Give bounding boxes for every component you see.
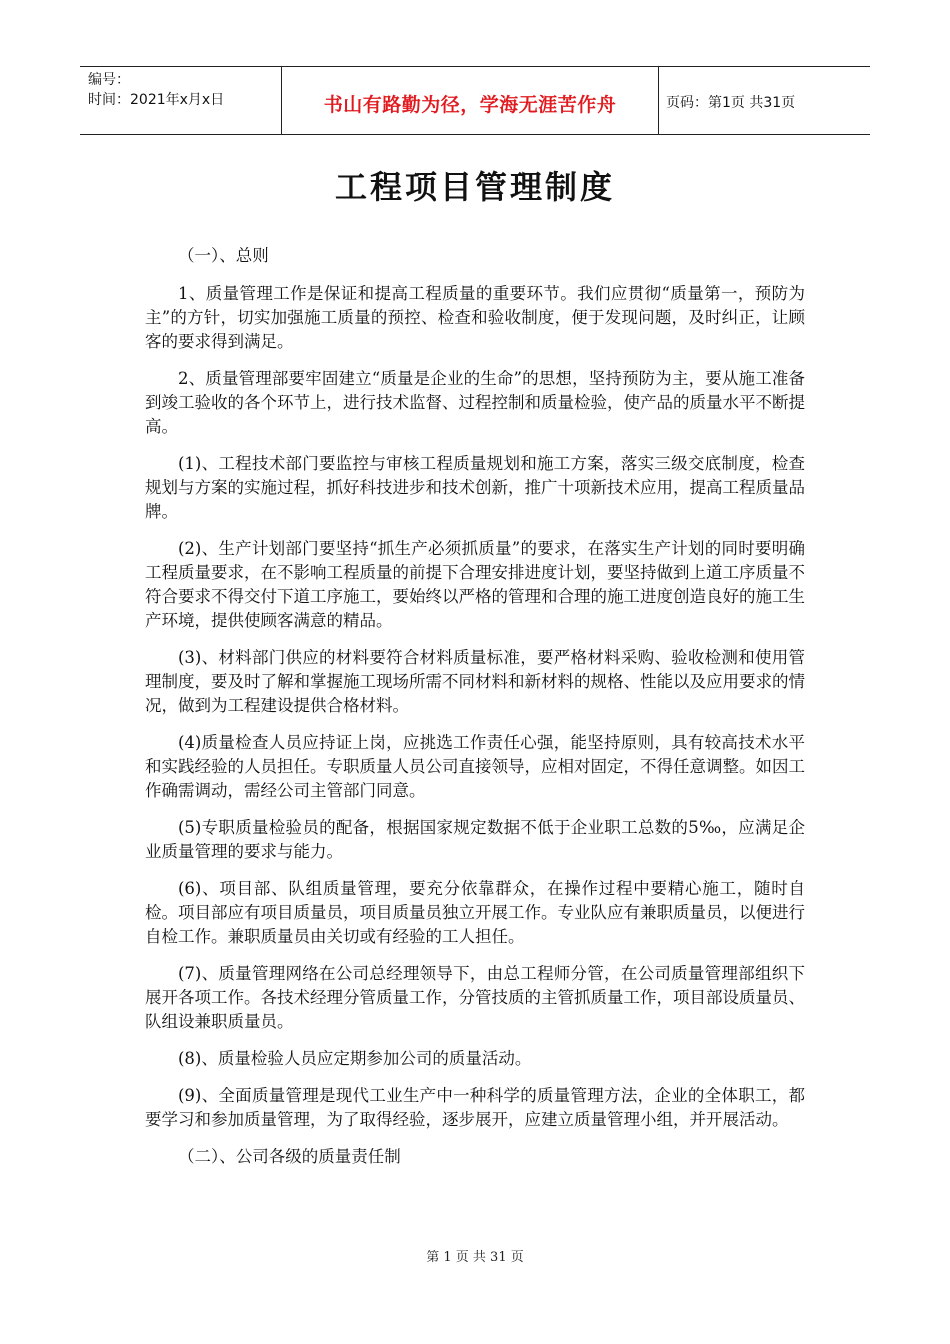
header-date-label: 时间：2021年x月x日 [88, 92, 225, 108]
paragraph: (2)、生产计划部门要坚持“抓生产必须抓质量”的要求，在落实生产计划的同时要明确工程质量要求，在不影响工程质量的前提下合理安排进度计划，要坚持做到上道工序质量不符合要求不得交付下道工序施工，要始终以严格的管理和合理的施工进度创造良好的施工生产环境，提供使顾客满意的精品。 [145, 539, 805, 630]
header-motto: 书山有路勤为径，学海无涯苦作舟 [323, 94, 617, 116]
header-top-rule [80, 66, 870, 67]
paragraph: 1、质量管理工作是保证和提高工程质量的重要环节。我们应贯彻“质量第一，预防为主”的方针，切实加强施工质量的预控、检查和验收制度，便于发现问题，及时纠正，让顾客的要求得到满足。 [145, 284, 805, 351]
header-meta [88, 70, 224, 110]
paragraph: (8)、质量检验人员应定期参加公司的质量活动。 [178, 1049, 532, 1068]
paragraph: (1)、工程技术部门要监控与审核工程质量规划和施工方案，落实三级交底制度，检查规划与方案的实施过程，抓好科技进步和技术创新，推广十项新技术应用，提高工程质量品牌。 [145, 454, 805, 521]
paragraph: (7)、质量管理网络在公司总经理领导下，由总工程师分管，在公司质量管理部组织下展开各项工作。各技术经理分管质量工作，分管技质的主管抓质量工作，项目部设质量员、队组设兼职质量员。 [145, 964, 805, 1031]
page-footer: 第 1 页 共 31 页 [426, 1250, 524, 1265]
header-divider-right [658, 67, 659, 134]
paragraph: (4)质量检查人员应持证上岗，应挑选工作责任心强，能坚持原则，具有较高技术水平和实践经验的人员担任。专职质量人员公司直接领导，应相对固定，不得任意调整。如因工作确需调动，需经公司主管部门同意。 [145, 733, 805, 800]
section-heading-responsibility: （二）、公司各级的质量责任制 [178, 1147, 401, 1166]
header-number-label: 编号： [88, 72, 130, 88]
paragraph: (9)、全面质量管理是现代工业生产中一种科学的质量管理方法，企业的全体职工，都要学习和参加质量管理，为了取得经验，逐步展开，应建立质量管理小组，并开展活动。 [145, 1086, 805, 1129]
document-title: 工程项目管理制度 [334, 168, 615, 206]
paragraph: (5)专职质量检验员的配备，根据国家规定数据不低于企业职工总数的5‰，应满足企业质量管理的要求与能力。 [145, 818, 805, 861]
header-bottom-rule [80, 134, 870, 135]
paragraph: 2、质量管理部要牢固建立“质量是企业的生命”的思想，坚持预防为主，要从施工准备到竣工验收的各个环节上，进行技术监督、过程控制和质量检验，使产品的质量水平不断提高。 [145, 369, 805, 436]
document-body [145, 244, 805, 1183]
section-heading-general: （一）、总则 [178, 246, 269, 265]
header-page-info: 页码：第1页 共31页 [666, 95, 796, 111]
paragraph: (3)、材料部门供应的材料要符合材料质量标准，要严格材料采购、验收检测和使用管理制度，要及时了解和掌握施工现场所需不同材料和新材料的规格、性能以及应用要求的情况，做到为工程建设提供合格材料。 [145, 648, 805, 715]
paragraph: (6)、项目部、队组质量管理，要充分依靠群众，在操作过程中要精心施工，随时自检。项目部应有项目质量员，项目质量员独立开展工作。专业队应有兼职质量员，以便进行自检工作。兼职质量员由关切或有经验的工人担任。 [145, 879, 805, 946]
